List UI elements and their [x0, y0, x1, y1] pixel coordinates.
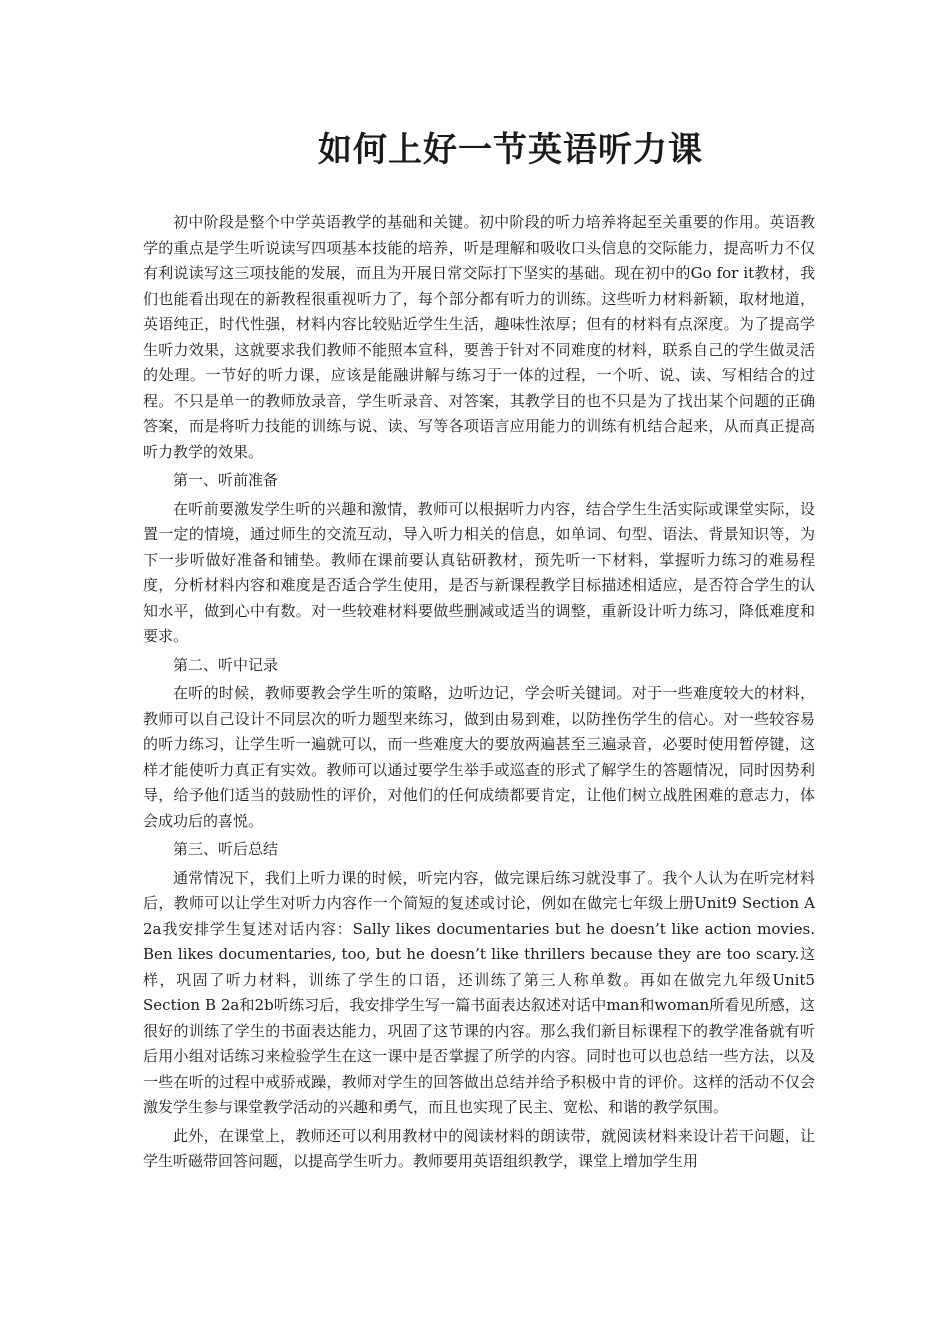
before-listening-paragraph: 在听前要激发学生听的兴趣和激情，教师可以根据听力内容，结合学生生活实际或课堂实际，设置一定的情境，通过师生的交流互动，导入听力相关的信息，如单词、句型、语法、背景知识等，为下一步听做好准备和铺垫。教师在课前要认真钻研教材，预先听一下材料，掌握听力练习的难易程度，分析材料内容和难度是否适合学生使用，是否与新课程教学目标描述相适应，是否符合学生的认知水平，做到心中有数。对一些较难材料要做些删减或适当的调整，重新设计听力练习，降低难度和要求。 [143, 499, 815, 645]
after-listening-paragraph: 通常情况下，我们上听力课的时候，听完内容，做完课后练习就没事了。我个人认为在听完材料后，教师可以让学生对听力内容作一个简短的复述或讨论，例如在做完七年级上册Unit9 Section A 2a我安排学生复述对话内容：Sally likes documentaries but he doesn’t like action movies. Ben likes documentaries, too, but he doesn’t like thrillers because they are too scary.这样，巩固了听力材料，训练了学生的口语，还训练了第三人称单数。再如在做完九年级Unit5 Section B 2a和2b听练习后，我安排学生写一篇书面表达叙述对话中man和woman所看见所感，这很好的训练了学生的书面表达能力，巩固了这节课的内容。那么我们新目标课程下的教学准备就有听后用小组对话练习来检验学生在这一课中是否掌握了所学的内容。同时也可以也总结一些方法，以及一些在听的过程中戒骄戒躁，教师对学生的回答做出总结并给予积极中肯的评价。这样的活动不仅会激发学生参与课堂教学活动的兴趣和勇气，而且也实现了民主、宽松、和谐的教学氛围。 [143, 868, 815, 1116]
section-heading-while-listening: 第二、听中记录 [173, 655, 279, 674]
section-heading-before-listening: 第一、听前准备 [173, 471, 279, 489]
section-heading-after-listening: 第三、听后总结 [173, 840, 279, 858]
while-listening-paragraph: 在听的时候，教师要教会学生听的策略，边听边记，学会听关键词。对于一些难度较大的材料，教师可以自己设计不同层次的听力题型来练习，做到由易到难，以防挫伤学生的信心。对一些较容易的听力练习，让学生听一遍就可以，而一些难度大的要放两遍甚至三遍录音，必要时使用暂停键，这样才能使听力真正有实效。教师可以通过要学生举手或巡查的形式了解学生的答题情况，同时因势利导，给予他们适当的鼓励性的评价，对他们的任何成绩都要肯定，让他们树立战胜困难的意志力，体会成功后的喜悦。 [143, 684, 815, 830]
document-body [143, 210, 815, 1178]
intro-paragraph: 初中阶段是整个中学英语教学的基础和关键。初中阶段的听力培养将起至关重要的作用。英语教学的重点是学生听说读写四项基本技能的培养，听是理解和吸收口头信息的交际能力，提高听力不仅有利说读写这三项技能的发展，而且为开展日常交际打下坚实的基础。现在初中的Go for it教材，我们也能看出现在的新教程很重视听力了，每个部分都有听力的训练。这些听力材料新颖，取材地道，英语纯正，时代性强，材料内容比较贴近学生生活，趣味性浓厚；但有的材料有点深度。为了提高学生听力效果，这就要求我们教师不能照本宣科，要善于针对不同难度的材料，联系自己的学生做灵活的处理。一节好的听力课，应该是能融讲解与练习于一体的过程，一个听、说、读、写相结合的过程。不只是单一的教师放录音，学生听录音、对答案，其教学目的也不只是为了找出某个问题的正确答案，而是将听力技能的训练与说、读、写等各项语言应用能力的训练有机结合起来，从而真正提高听力教学的效果。 [143, 213, 815, 461]
additional-paragraph: 此外，在课堂上，教师还可以利用教材中的阅读材料的朗读带，就阅读材料来设计若干问题，让学生听磁带回答问题，以提高学生听力。教师要用英语组织教学，课堂上增加学生用 [143, 1126, 815, 1170]
document-title: 如何上好一节英语听力课 [318, 130, 703, 170]
